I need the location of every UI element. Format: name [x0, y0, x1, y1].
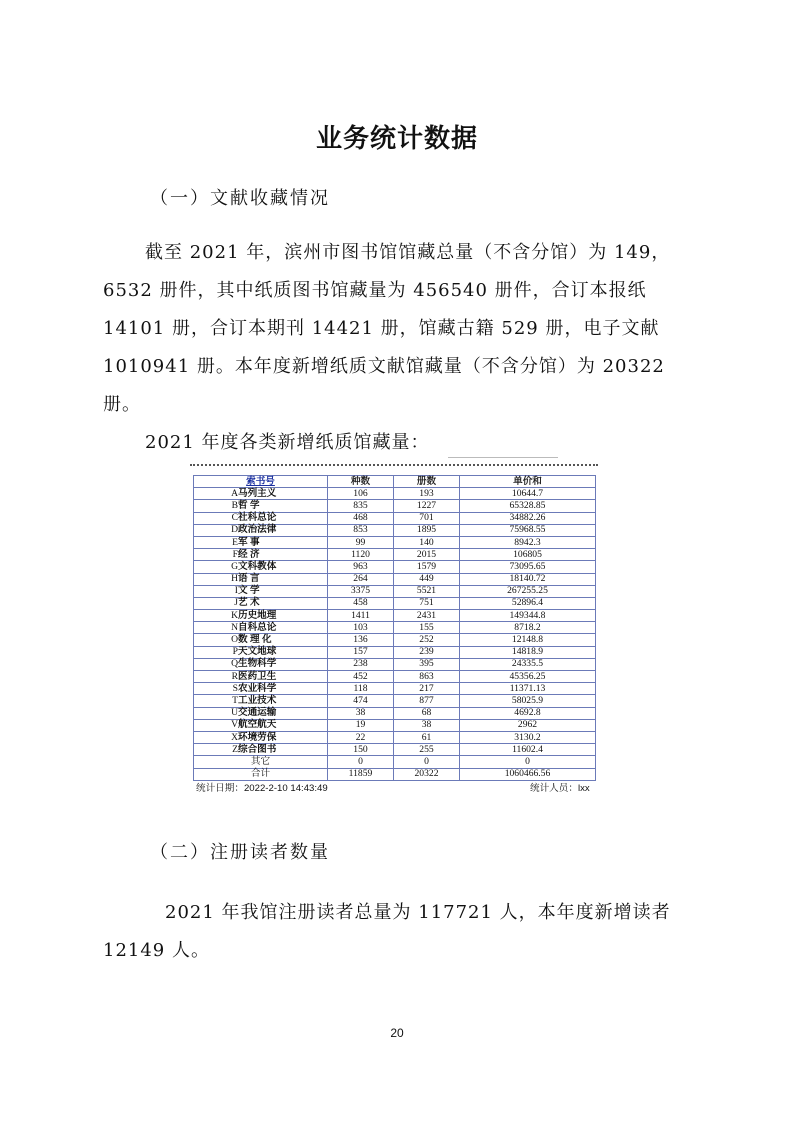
category-name: 语 言 [238, 573, 260, 585]
category-code: E [232, 536, 238, 548]
cell-volumes: 2431 [394, 610, 460, 622]
cell-price: 4692.8 [460, 707, 596, 719]
cell-volumes: 751 [394, 597, 460, 609]
collection-paragraph [103, 234, 693, 424]
cell-volumes: 252 [394, 634, 460, 646]
cell-price: 0 [460, 756, 596, 768]
table-body [194, 488, 596, 781]
cell-kinds: 103 [328, 622, 394, 634]
category-name: 经 济 [238, 548, 260, 560]
cell-price: 10644.7 [460, 488, 596, 500]
category-cell [194, 597, 328, 609]
cell-volumes: 1579 [394, 561, 460, 573]
cell-kinds: 468 [328, 512, 394, 524]
cell-volumes: 395 [394, 658, 460, 670]
section-heading-collection: （一）文献收藏情况 [150, 188, 330, 209]
section-heading-readers: （二）注册读者数量 [150, 842, 330, 863]
cell-volumes: 20322 [394, 768, 460, 780]
cell-volumes: 1895 [394, 524, 460, 536]
column-header-volumes: 册数 [394, 476, 460, 488]
paragraph-line: 12149 人。 [103, 940, 210, 961]
cell-kinds: 474 [328, 695, 394, 707]
category-name: 环境劳保 [238, 731, 277, 743]
cell-kinds: 853 [328, 524, 394, 536]
cell-kinds: 452 [328, 671, 394, 683]
category-code: U [231, 707, 238, 719]
cell-volumes: 449 [394, 573, 460, 585]
page-number: 20 [390, 1026, 404, 1040]
column-header-price-sum: 单价和 [460, 476, 596, 488]
page-title: 业务统计数据 [315, 124, 478, 154]
table-row [194, 488, 596, 500]
cell-kinds: 0 [328, 756, 394, 768]
category-code: O [231, 634, 238, 646]
cell-volumes: 61 [394, 731, 460, 743]
category-name: 文科教体 [238, 560, 277, 572]
cell-volumes: 877 [394, 695, 460, 707]
table-row [194, 549, 596, 561]
category-code: F [232, 548, 238, 560]
category-cell [194, 719, 328, 731]
category-cell [194, 634, 328, 646]
category-name: 农业科学 [238, 682, 277, 694]
divider [448, 457, 558, 458]
cell-kinds: 11859 [328, 768, 394, 780]
table-row [194, 500, 596, 512]
readers-paragraph [103, 894, 693, 970]
category-name: 生物科学 [238, 658, 277, 670]
category-cell [194, 646, 328, 658]
category-name: 军 事 [238, 536, 260, 548]
cell-price: 73095.65 [460, 561, 596, 573]
cell-volumes: 68 [394, 707, 460, 719]
table-row [194, 658, 596, 670]
cell-kinds: 38 [328, 707, 394, 719]
cell-volumes: 140 [394, 536, 460, 548]
category-code: A [231, 487, 238, 499]
category-cell: 其它 [194, 756, 328, 768]
category-name: 社科总论 [238, 512, 277, 524]
cell-price: 8718.2 [460, 622, 596, 634]
category-name: 航空航天 [238, 719, 277, 731]
cell-price: 267255.25 [460, 585, 596, 597]
cell-kinds: 106 [328, 488, 394, 500]
table-row [194, 512, 596, 524]
category-cell [194, 683, 328, 695]
category-cell [194, 671, 328, 683]
cell-price: 24335.5 [460, 658, 596, 670]
cell-kinds: 19 [328, 719, 394, 731]
table-caption: 2021 年度各类新增纸质馆藏量： [145, 432, 430, 453]
cell-kinds: 3375 [328, 585, 394, 597]
cell-kinds: 22 [328, 731, 394, 743]
category-cell [194, 524, 328, 536]
cell-price: 65328.85 [460, 500, 596, 512]
cell-price: 11371.13 [460, 683, 596, 695]
cell-price: 52896.4 [460, 597, 596, 609]
cell-price: 8942.3 [460, 536, 596, 548]
cell-price: 12148.8 [460, 634, 596, 646]
category-name: 数 理 化 [238, 634, 272, 646]
cell-price: 14818.9 [460, 646, 596, 658]
table-row [194, 719, 596, 731]
cell-volumes: 38 [394, 719, 460, 731]
stat-date: 统计日期：2022-2-10 14:43:49 [196, 783, 328, 794]
category-name: 历史地理 [238, 609, 277, 621]
cell-kinds: 835 [328, 500, 394, 512]
paragraph-line: 2021 年我馆注册读者总量为 117721 人，本年度新增读者 [165, 902, 671, 923]
cell-kinds: 238 [328, 658, 394, 670]
category-name: 综合图书 [238, 743, 277, 755]
category-cell [194, 658, 328, 670]
cell-price: 106805 [460, 549, 596, 561]
category-code: B [231, 499, 238, 511]
table-row [194, 683, 596, 695]
category-name: 文 学 [238, 585, 260, 597]
cell-volumes: 701 [394, 512, 460, 524]
category-cell [194, 731, 328, 743]
cell-price: 34882.26 [460, 512, 596, 524]
category-code: Q [231, 658, 238, 670]
cell-kinds: 157 [328, 646, 394, 658]
category-code: C [231, 512, 238, 524]
cell-price: 75968.55 [460, 524, 596, 536]
category-cell: 合计 [194, 768, 328, 780]
new-holdings-table [193, 475, 596, 781]
table-row [194, 536, 596, 548]
cell-kinds: 150 [328, 744, 394, 756]
table-row [194, 561, 596, 573]
cell-volumes: 863 [394, 671, 460, 683]
category-code: R [231, 670, 238, 682]
category-cell [194, 707, 328, 719]
category-name: 艺 术 [238, 597, 260, 609]
category-code: X [231, 731, 238, 743]
table-row [194, 524, 596, 536]
table-row [194, 573, 596, 585]
cell-kinds: 1411 [328, 610, 394, 622]
category-cell [194, 488, 328, 500]
category-code: I [234, 585, 238, 597]
paragraph-line: 6532 册件，其中纸质图书馆藏量为 456540 册件，合订本报纸 [103, 280, 647, 301]
cell-volumes: 239 [394, 646, 460, 658]
table-row [194, 622, 596, 634]
table-row [194, 671, 596, 683]
table-row [194, 610, 596, 622]
cell-kinds: 458 [328, 597, 394, 609]
cell-kinds: 136 [328, 634, 394, 646]
table-header-row [194, 476, 596, 488]
category-code: G [231, 560, 238, 572]
cell-price: 18140.72 [460, 573, 596, 585]
category-name: 天文地球 [238, 646, 277, 658]
column-header-kinds: 种数 [328, 476, 394, 488]
cell-volumes: 155 [394, 622, 460, 634]
paragraph-line: 1010941 册。本年度新增纸质文献馆藏量（不含分馆）为 20322 [103, 356, 665, 377]
category-name: 政治法律 [238, 524, 277, 536]
category-code: T [232, 694, 238, 706]
category-code: P [232, 646, 238, 658]
stat-staff: 统计人员：lxx [530, 783, 590, 794]
category-cell [194, 744, 328, 756]
table-row [194, 731, 596, 743]
cell-volumes: 2015 [394, 549, 460, 561]
paragraph-line: 册。 [103, 394, 141, 415]
category-code: V [231, 719, 238, 731]
dotted-divider [190, 464, 598, 466]
table-row [194, 744, 596, 756]
cell-price: 1060466.56 [460, 768, 596, 780]
cell-price: 3130.2 [460, 731, 596, 743]
column-header-call-number[interactable]: 索书号 [194, 476, 328, 488]
table-row [194, 707, 596, 719]
cell-volumes: 5521 [394, 585, 460, 597]
category-cell [194, 573, 328, 585]
category-cell [194, 585, 328, 597]
cell-kinds: 264 [328, 573, 394, 585]
paragraph-line: 14101 册，合订本期刊 14421 册，馆藏古籍 529 册，电子文献 [103, 318, 660, 339]
table-row [194, 695, 596, 707]
category-cell [194, 536, 328, 548]
category-code: N [231, 621, 238, 633]
cell-price: 11602.4 [460, 744, 596, 756]
category-cell [194, 549, 328, 561]
category-code: D [231, 524, 238, 536]
cell-kinds: 963 [328, 561, 394, 573]
table-row [194, 646, 596, 658]
category-name: 哲 学 [238, 499, 260, 511]
category-cell [194, 622, 328, 634]
category-code: J [234, 597, 238, 609]
category-code: K [231, 609, 238, 621]
category-cell [194, 512, 328, 524]
cell-price: 149344.8 [460, 610, 596, 622]
cell-price: 45356.25 [460, 671, 596, 683]
category-code: H [231, 573, 238, 585]
table-row [194, 768, 596, 780]
table-row [194, 597, 596, 609]
category-name: 自科总论 [238, 621, 277, 633]
table-row [194, 756, 596, 768]
category-name: 工业技术 [238, 694, 277, 706]
cell-kinds: 118 [328, 683, 394, 695]
cell-volumes: 0 [394, 756, 460, 768]
category-code: S [232, 682, 238, 694]
cell-price: 58025.9 [460, 695, 596, 707]
cell-volumes: 217 [394, 683, 460, 695]
category-cell [194, 695, 328, 707]
category-code: Z [232, 743, 238, 755]
table-row [194, 634, 596, 646]
category-name: 医药卫生 [238, 670, 277, 682]
category-name: 交通运输 [238, 707, 277, 719]
cell-volumes: 193 [394, 488, 460, 500]
cell-price: 2962 [460, 719, 596, 731]
category-cell [194, 610, 328, 622]
category-cell [194, 500, 328, 512]
cell-volumes: 255 [394, 744, 460, 756]
category-cell [194, 561, 328, 573]
cell-volumes: 1227 [394, 500, 460, 512]
table-row [194, 585, 596, 597]
category-name: 马列主义 [238, 487, 277, 499]
cell-kinds: 1120 [328, 549, 394, 561]
paragraph-line: 截至 2021 年，滨州市图书馆馆藏总量（不含分馆）为 149， [145, 242, 671, 263]
cell-kinds: 99 [328, 536, 394, 548]
